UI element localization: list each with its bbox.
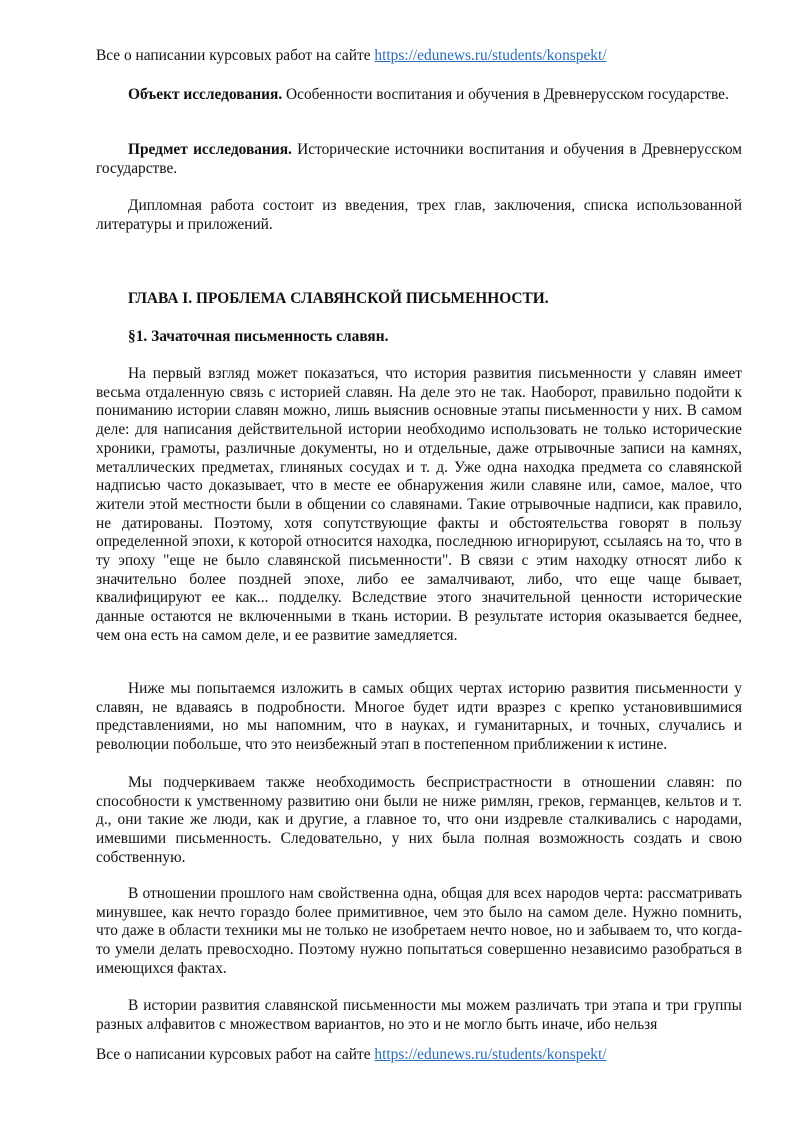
research-subject-text: Исторические источники воспитания и обучения в Древнерусском государстве. — [96, 141, 742, 177]
footer-text: Все о написании курсовых работ на сайте — [96, 1046, 375, 1063]
research-subject-paragraph — [96, 141, 742, 178]
body-paragraph-2: Ниже мы попытаемся изложить в самых общих чертах историю развития письменности у славян, не вдаваясь в подробности. Многое будет идти вразрез с крепко установившимися представлениями, но мы напомним, что в науках, и гуманитарных, и точных, случались и революции побольше, что это неизбежный этап в постепенном приближении к истине. — [96, 680, 742, 754]
research-object-paragraph — [96, 86, 742, 105]
chapter-title: ГЛАВА I. ПРОБЛЕМА СЛАВЯНСКОЙ ПИСЬМЕННОСТИ. — [128, 290, 549, 307]
page-footer — [96, 1046, 756, 1065]
header-link[interactable]: https://edunews.ru/students/konspekt/ — [374, 47, 607, 64]
research-object-label: Объект исследования. — [128, 86, 283, 103]
header-text: Все о написании курсовых работ на сайте — [96, 47, 375, 64]
body-paragraph-4: В отношении прошлого нам свойственна одна, общая для всех народов черта: рассматривать минувшее, как нечто гораздо более примитивное, чем это было на самом деле. Нужно помнить, что даже в области техники мы не только не изобретаем нечто новое, но и забываем то, что когда-то умели делать превосходно. Поэтому нужно попытаться совершенно независимо разобраться в имеющихся фактах. — [96, 885, 742, 977]
section-title: §1. Зачаточная письменность славян. — [128, 328, 389, 345]
body-paragraph-1: На первый взгляд может показаться, что история развития письменности у славян имеет весьма отдаленную связь с историей славян. На деле это не так. Наоборот, правильно подойти к пониманию истории славян можно, лишь выяснив основные этапы письменности у них. В самом деле: для написания действительной истории необходимо использовать не только исторические хроники, грамоты, различные документы, но и отдельные, даже отрывочные записи на камнях, металлических предметах, глиняных сосудах и т. д. Уже одна находка предмета со славянской надписью часто доказывает, что в месте ее обнаружения жили славяне или, самое, малое, что жители этой местности были в общении со славянами. Такие отрывочные надписи, как правило, не датированы. Поэтому, хотя сопутствующие факты и обстоятельства говорят в пользу определенной эпохи, к которой относится находка, последнюю игнорируют, ссылаясь на то, что в ту эпоху "еще не было славянской письменности". В связи с этим находку относят либо к значительно более поздней эпохе, либо ее замалчивают, либо, что еще чаще бывает, квалифицируют ее как... подделку. Вследствие этого значительной ценности исторические данные остаются не включенными в ткань истории. В результате история оказывается беднее, чем она есть на самом деле, и ее развитие замедляется. — [96, 365, 742, 644]
research-object-text: Особенности воспитания и обучения в Древнерусском государстве. — [282, 86, 729, 103]
research-subject-label: Предмет исследования. — [128, 141, 292, 158]
body-paragraph-3: Мы подчеркиваем также необходимость беспристрастности в отношении славян: по способности к умственному развитию они были не ниже римлян, греков, германцев, кельтов и т. д., они такие же люди, как и другие, а главное то, что они издревле сталкивались с народами, имевшими письменность. Следовательно, у них была полная возможность создать и свою собственную. — [96, 774, 742, 866]
page-header — [96, 47, 756, 66]
body-paragraph-5: В истории развития славянской письменности мы можем различать три этапа и три группы разных алфавитов с множеством вариантов, но это и не могло быть иначе, ибо нельзя — [96, 997, 742, 1033]
structure-paragraph: Дипломная работа состоит из введения, трех глав, заключения, списка использованной литературы и приложений. — [96, 197, 742, 233]
footer-link[interactable]: https://edunews.ru/students/konspekt/ — [374, 1046, 607, 1063]
